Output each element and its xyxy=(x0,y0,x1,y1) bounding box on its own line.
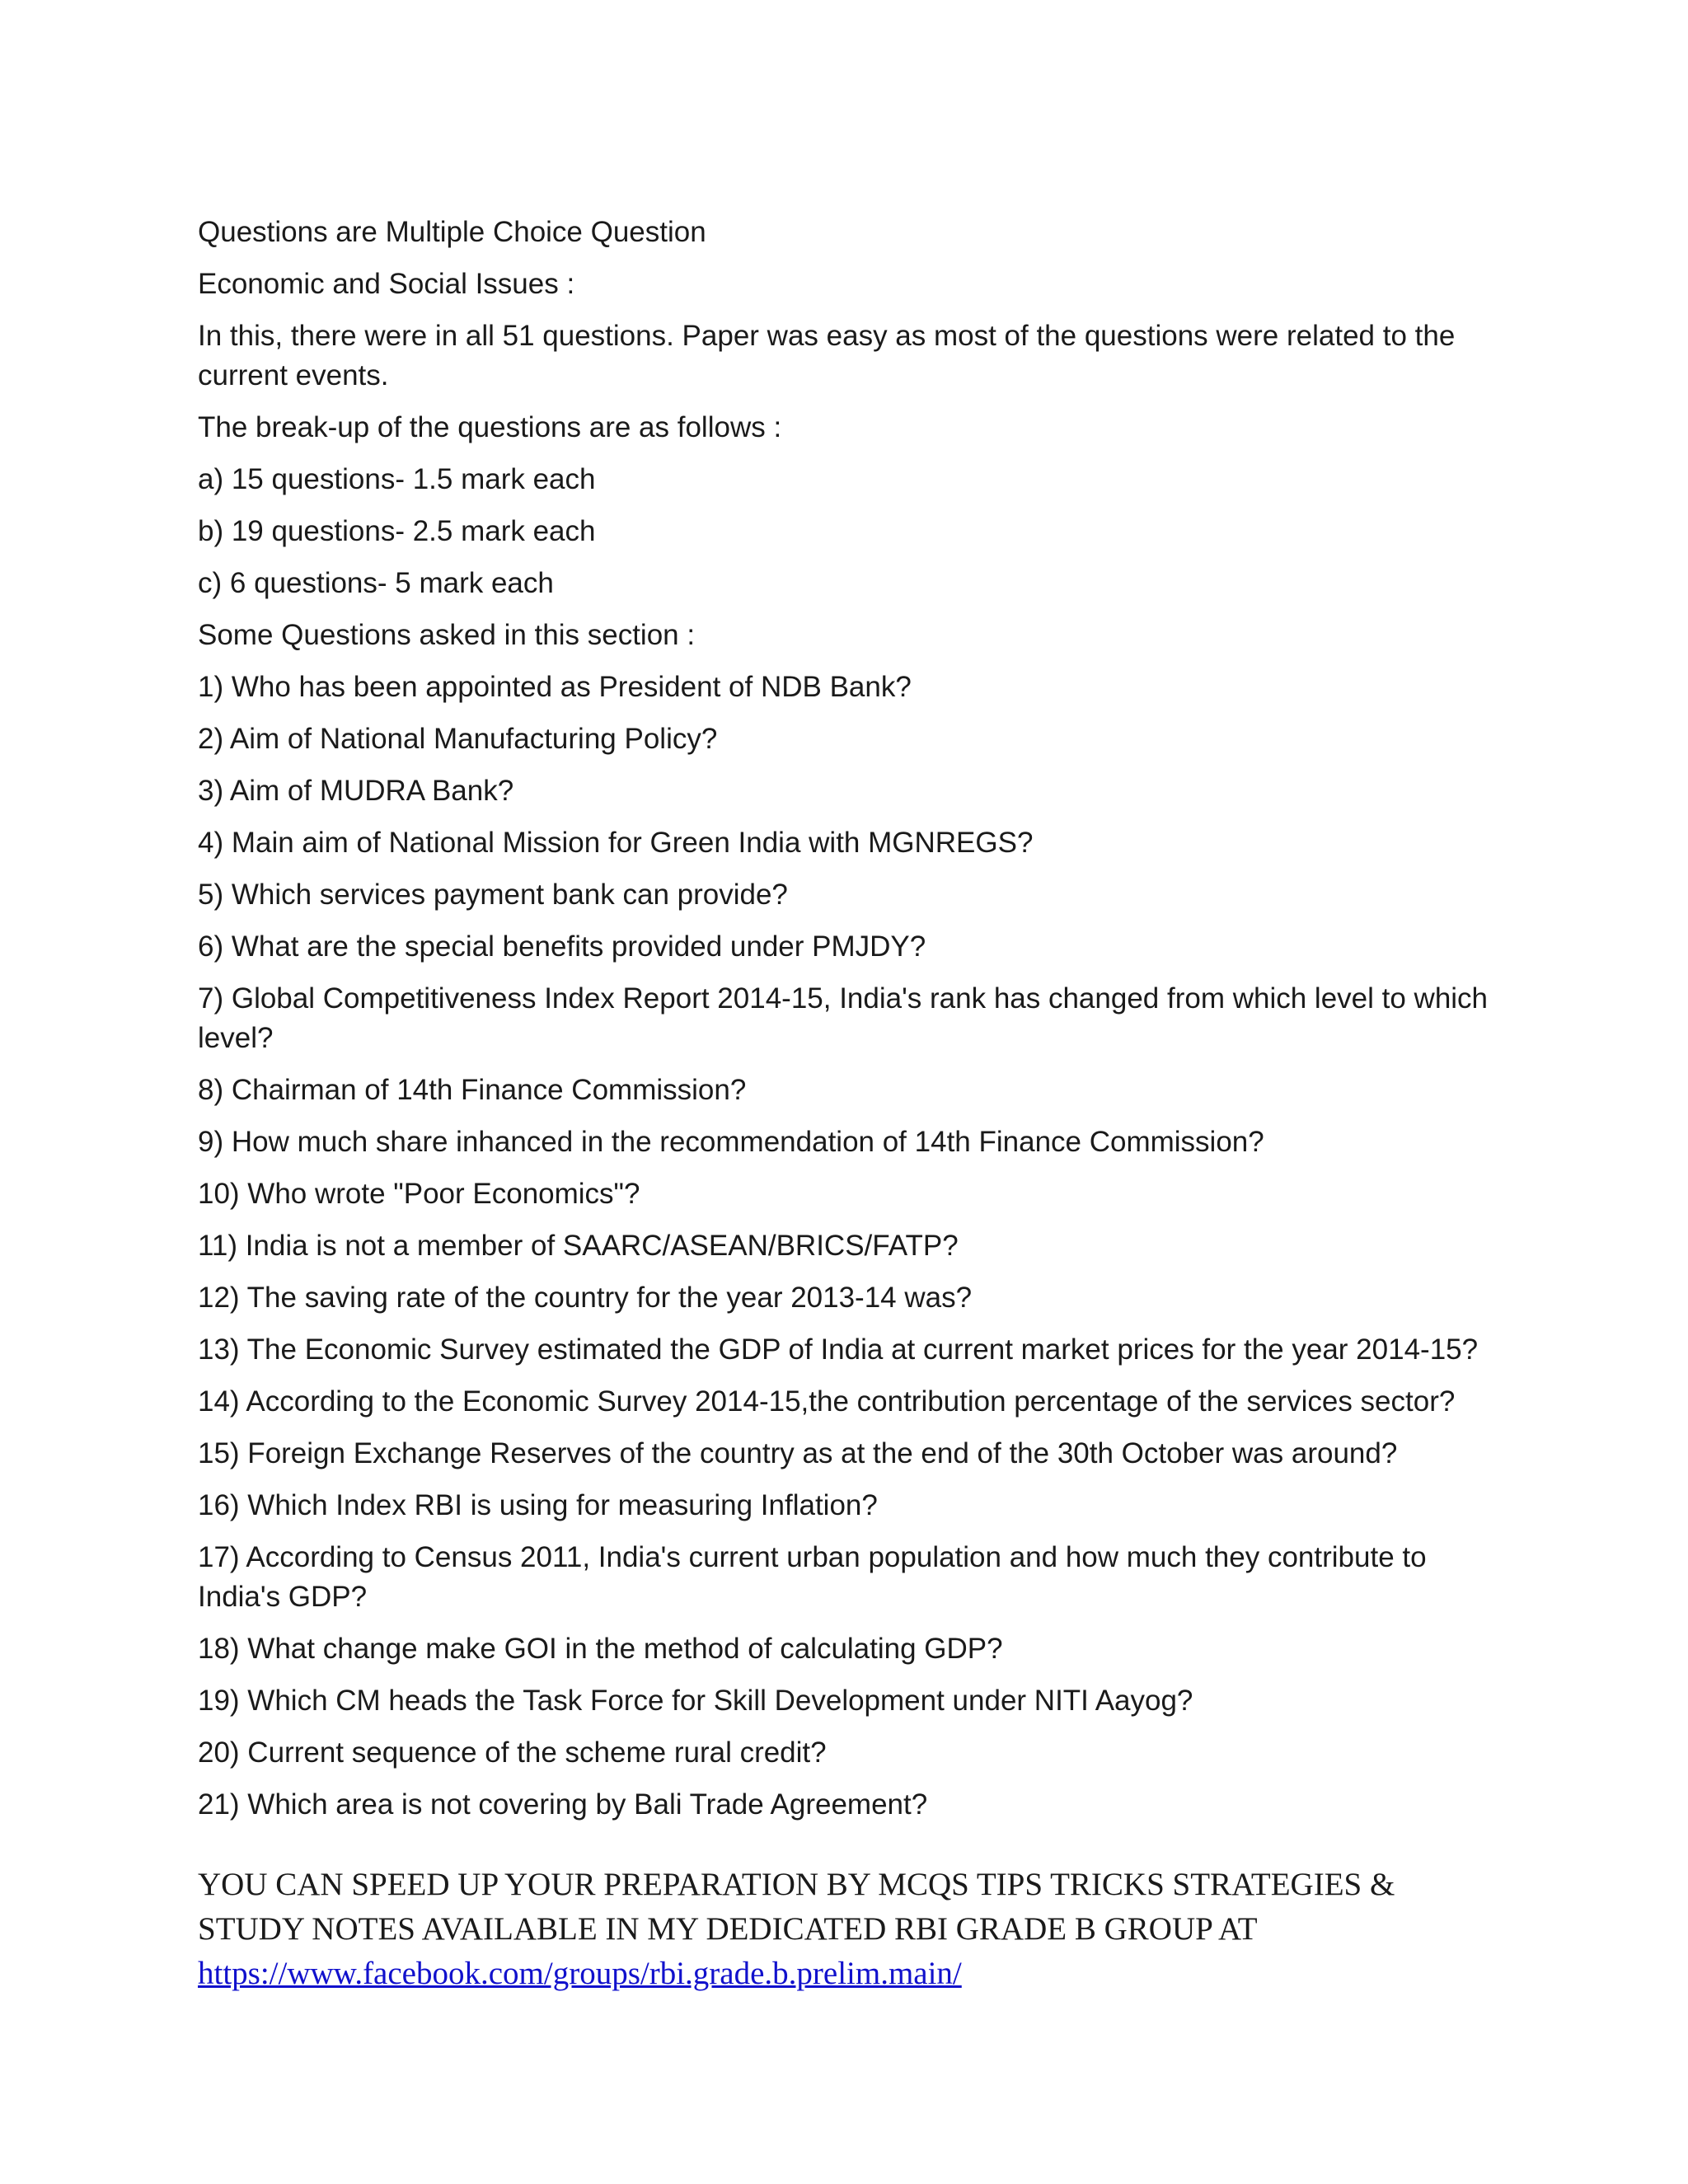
question-item: 2) Aim of National Manufacturing Policy? xyxy=(198,723,718,755)
breakup-item-c: c) 6 questions- 5 mark each xyxy=(198,567,554,599)
question-item: 16) Which Index RBI is using for measuring Inflation? xyxy=(198,1489,878,1521)
question-item: 9) How much share inhanced in the recommendation of 14th Finance Commission? xyxy=(198,1126,1264,1158)
breakup-item-b: b) 19 questions- 2.5 mark each xyxy=(198,515,596,547)
section-summary: In this, there were in all 51 questions. Paper was easy as most of the questions were related to the current events. xyxy=(198,320,1456,391)
question-item: 4) Main aim of National Mission for Green India with MGNREGS? xyxy=(198,827,1034,859)
question-item: 18) What change make GOI in the method of calculating GDP? xyxy=(198,1633,1003,1665)
question-item: 12) The saving rate of the country for the year 2013-14 was? xyxy=(198,1282,973,1314)
questions-heading: Some Questions asked in this section : xyxy=(198,619,696,651)
promo-footer xyxy=(198,1863,1517,1996)
question-item: 5) Which services payment bank can provide? xyxy=(198,879,788,911)
breakup-heading: The break-up of the questions are as follows : xyxy=(198,411,782,443)
question-item: 10) Who wrote "Poor Economics"? xyxy=(198,1178,640,1210)
question-item: 1) Who has been appointed as President of NDB Bank? xyxy=(198,671,912,703)
promo-line-2: STUDY NOTES AVAILABLE IN MY DEDICATED RBI GRADE B GROUP AT xyxy=(198,1911,1258,1947)
question-item: 6) What are the special benefits provided under PMJDY? xyxy=(198,930,926,963)
intro-line: Questions are Multiple Choice Question xyxy=(198,216,706,248)
promo-line-1: YOU CAN SPEED UP YOUR PREPARATION BY MCQS TIPS TRICKS STRATEGIES & xyxy=(198,1867,1395,1902)
promo-link-line xyxy=(198,1952,1517,1996)
question-item: 11) India is not a member of SAARC/ASEAN/BRICS/FATP? xyxy=(198,1230,959,1262)
question-item: 13) The Economic Survey estimated the GDP of India at current market prices for the year 2014-15? xyxy=(198,1333,1479,1366)
question-item: 20) Current sequence of the scheme rural credit? xyxy=(198,1736,827,1769)
breakup-item-a: a) 15 questions- 1.5 mark each xyxy=(198,463,596,495)
document-body xyxy=(198,213,1500,1837)
section-heading: Economic and Social Issues : xyxy=(198,268,575,300)
question-item: 8) Chairman of 14th Finance Commission? xyxy=(198,1074,747,1106)
question-item: 19) Which CM heads the Task Force for Skill Development under NITI Aayog? xyxy=(198,1685,1193,1717)
facebook-group-link[interactable]: https://www.facebook.com/groups/rbi.grade.b.prelim.main/ xyxy=(198,1956,962,1991)
question-item: 21) Which area is not covering by Bali Trade Agreement? xyxy=(198,1788,928,1821)
question-item: 3) Aim of MUDRA Bank? xyxy=(198,775,514,807)
question-item: 14) According to the Economic Survey 2014-15,the contribution percentage of the services sector? xyxy=(198,1385,1456,1418)
question-item: 7) Global Competitiveness Index Report 2014-15, India's rank has changed from which level to which level? xyxy=(198,982,1489,1054)
question-item: 17) According to Census 2011, India's current urban population and how much they contribute to India's GDP? xyxy=(198,1541,1427,1613)
question-item: 15) Foreign Exchange Reserves of the country as at the end of the 30th October was around? xyxy=(198,1437,1398,1469)
